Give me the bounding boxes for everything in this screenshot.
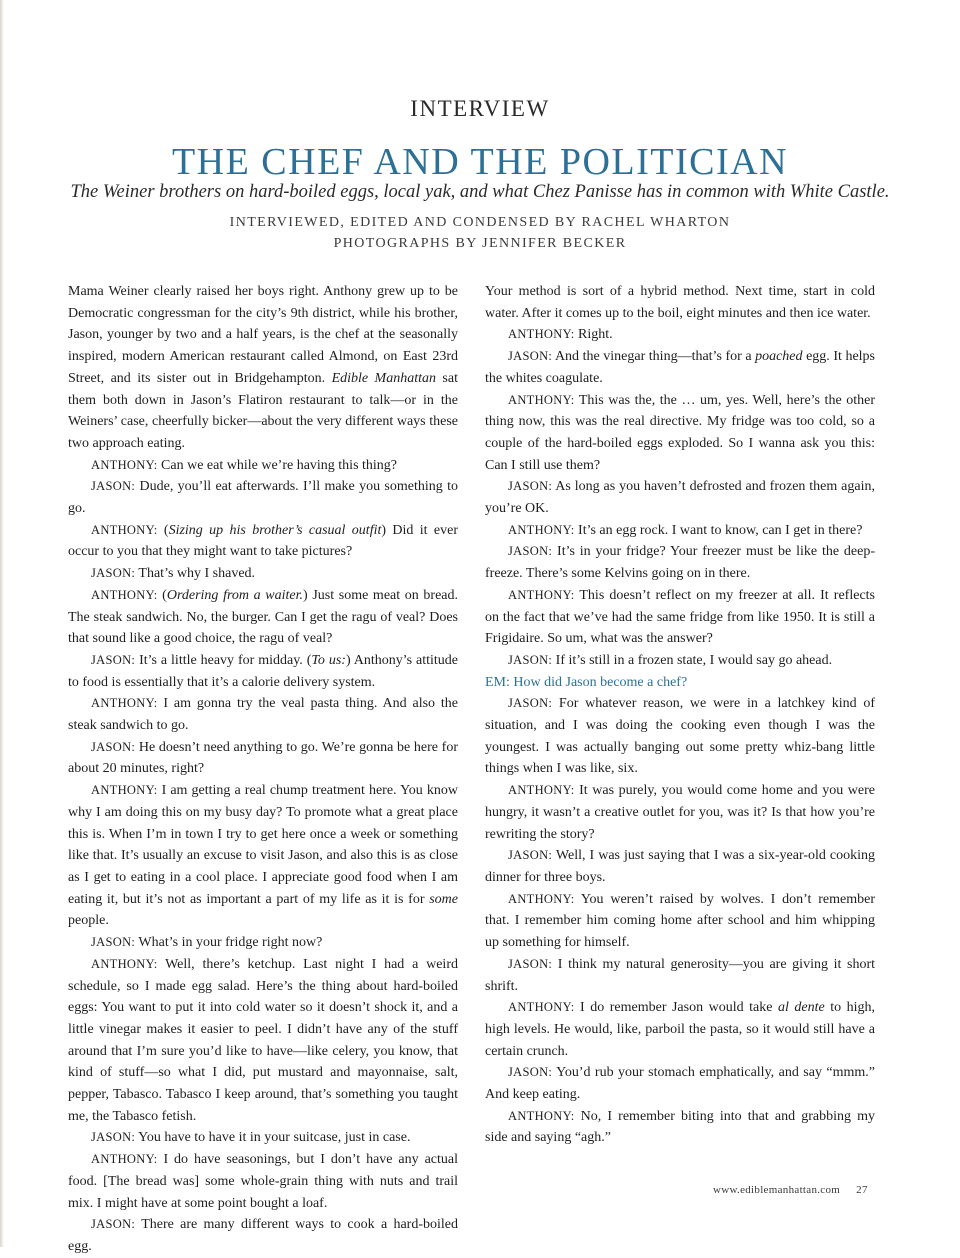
left-column: [68, 281, 458, 1258]
dialogue-paragraph: JASON: What’s in your fridge right now?: [91, 935, 323, 951]
article-deck: The Weiner brothers on hard-boiled eggs, local yak, and what Chez Panisse has in common with White Castle.: [70, 182, 890, 202]
speaker-label: JASON:: [91, 479, 136, 494]
dialogue-paragraph: JASON: That’s why I shaved.: [91, 566, 256, 582]
speaker-label: ANTHONY:: [508, 392, 575, 407]
dialogue-paragraph: ANTHONY: I do remember Jason would take al dente to high, high levels. He would, like, parboil the pasta, so it would still have a certain crunch.: [485, 1000, 876, 1059]
dialogue-paragraph: JASON: Dude, you’ll eat afterwards. I’ll make you something to go.: [68, 479, 458, 517]
dialogue-paragraph: JASON: It’s a little heavy for midday. (To us:) Anthony’s attitude to food is essentially that it’s a calorie delivery system.: [68, 652, 458, 690]
dialogue-paragraph: ANTHONY: I am gonna try the veal pasta thing. And also the steak sandwich to go.: [68, 696, 458, 734]
dialogue-paragraph: ANTHONY: No, I remember biting into that and grabbing my side and saying “agh.”: [485, 1108, 875, 1146]
speaker-label: JASON:: [91, 566, 136, 581]
speaker-label: ANTHONY:: [508, 587, 575, 602]
speaker-label: JASON:: [91, 739, 136, 754]
speaker-label: ANTHONY:: [508, 1108, 575, 1123]
dialogue-paragraph: ANTHONY: Can we eat while we’re having this thing?: [91, 457, 398, 473]
dialogue-paragraph: JASON: And the vinegar thing—that’s for a poached egg. It helps the whites coagulate.: [485, 349, 875, 386]
article-title: THE CHEF AND THE POLITICIAN: [171, 141, 789, 183]
speaker-label: ANTHONY:: [91, 783, 158, 798]
page-footer: [713, 1184, 868, 1196]
dialogue-paragraph: ANTHONY: (Ordering from a waiter.) Just some meat on bread. The steak sandwich. No, the burger. Can I get the ragu of veal? Does that sound like a good choice, the ragu of veal?: [68, 587, 459, 647]
dialogue-paragraph: JASON: As long as you haven’t defrosted and frozen them again, you’re OK.: [485, 479, 875, 517]
dialogue-paragraph: ANTHONY: (Sizing up his brother’s casual outfit) Did it ever occur to you that they might want to take pictures?: [68, 522, 459, 560]
page-edge-shadow: [0, 0, 4, 1247]
byline-interviewer: INTERVIEWED, EDITED AND CONDENSED BY RACHEL WHARTON: [229, 215, 731, 230]
footer-url: www.ediblemanhattan.com: [713, 1184, 841, 1196]
speaker-label: JASON:: [508, 652, 553, 667]
speaker-label: JASON:: [91, 652, 136, 667]
speaker-label: ANTHONY:: [508, 891, 575, 906]
dialogue-paragraph: ANTHONY: This doesn’t reflect on my freezer at all. It reflects on the fact that we’ve had the same fridge from like 1950. It is still a Frigidaire. So um, what was the answer?: [485, 587, 875, 647]
dialogue-paragraph: ANTHONY: You weren’t raised by wolves. I don’t remember that. I remember him coming home after school and him whipping up something for himself.: [485, 891, 875, 951]
dialogue-paragraph: JASON: He doesn’t need anything to go. We’re gonna be here for about 20 minutes, right?: [68, 739, 458, 777]
dialogue-paragraph: ANTHONY: This was the, the … um, yes. Well, here’s the other thing now, this was the real directive. My fridge was too cold, so a couple of the hard-boiled eggs exploded. So I wanna ask you this: Can I still use them?: [485, 392, 875, 473]
dialogue-paragraph: JASON: It’s in your fridge? Your freezer must be like the deep-freeze. There’s some Kelvins going on in there.: [485, 544, 875, 582]
speaker-label: ANTHONY:: [91, 1152, 158, 1167]
dialogue-paragraph: JASON: You’d rub your stomach emphatically, and say “mmm.” And keep eating.: [485, 1065, 875, 1103]
speaker-label: JASON:: [508, 544, 553, 559]
dialogue-paragraph: ANTHONY: Well, there’s ketchup. Last night I had a weird schedule, so I made egg salad. Here’s the thing about hard-boiled eggs: You want to put it into cold water so it doesn’t shock it, and a little vinegar makes it easier to peel. I didn’t have any of the stuff around that I’m sure you’d like to have—like celery, you know, that kind of stuff—so what I did, put mustard and mayonnaise, salt, pepper, Tabasco. Tabasco I keep around, that’s something you taught me, the Tabasco fetish.: [68, 956, 458, 1124]
stage-direction: To us:: [311, 652, 346, 668]
page-number: 27: [856, 1184, 868, 1196]
dialogue-paragraph: ANTHONY: It was purely, you would come home and you were hungry, it wasn’t a creative outlet for you, was it? Is that how you’re rewriting the story?: [485, 783, 875, 842]
speaker-label: ANTHONY:: [91, 522, 158, 537]
publication-name: Edible Manhattan: [331, 370, 436, 386]
speaker-label: ANTHONY:: [91, 457, 158, 472]
dialogue-paragraph: ANTHONY: It’s an egg rock. I want to know, can I get in there?: [508, 522, 863, 538]
speaker-label: JASON:: [91, 1130, 136, 1145]
intro-paragraph: Mama Weiner clearly raised her boys right. Anthony grew up to be Democratic congressman for the city’s 9th district, while his brother, Jason, younger by two and a half years, is the chef at the seasonally inspired, modern American restaurant called Almond, on East 23rd Street, and its sister out in Bridgehampton. Edible Manhattan sat them both down in Jason’s Flatiron restaurant to talk—or in the Weiners’ case, cheerfully bicker—about the very different ways these two approach eating.: [68, 284, 458, 451]
speaker-label: JASON:: [508, 349, 553, 364]
dialogue-paragraph: JASON: Well, I was just saying that I was a six-year-old cooking dinner for three boys.: [485, 848, 875, 885]
dialogue-paragraph: JASON: I think my natural generosity—you are giving it short shrift.: [485, 956, 875, 994]
speaker-label: JASON:: [508, 956, 553, 971]
emphasis: poached: [755, 349, 803, 365]
dialogue-paragraph: JASON: If it’s still in a frozen state, I would say go ahead.: [508, 652, 833, 668]
dialogue-paragraph: JASON: You have to have it in your suitcase, just in case.: [91, 1130, 411, 1146]
dialogue-paragraph: JASON: There are many different ways to cook a hard-boiled egg.: [68, 1217, 458, 1254]
speaker-label: ANTHONY:: [508, 522, 575, 537]
interview-question: EM: How did Jason become a chef?: [485, 674, 688, 690]
speaker-label: JASON:: [508, 479, 553, 494]
stage-direction: Ordering from a waiter.: [166, 587, 304, 603]
byline-photographer: PHOTOGRAPHS BY JENNIFER BECKER: [333, 236, 627, 251]
stage-direction: Sizing up his brother’s casual outfit: [168, 522, 382, 538]
speaker-label: JASON:: [91, 935, 136, 950]
section-kicker: INTERVIEW: [410, 96, 550, 121]
emphasis: some: [429, 891, 458, 907]
dialogue-paragraph: ANTHONY: Right.: [508, 327, 613, 343]
speaker-label: JASON:: [508, 848, 553, 863]
right-column: [485, 281, 875, 1149]
dialogue-paragraph: ANTHONY: I do have seasonings, but I don’t have any actual food. [The bread was] some whole-grain thing with nuts and trail mix. I might have at some point bought a loaf.: [68, 1152, 458, 1211]
speaker-label: JASON:: [508, 696, 553, 711]
emphasis: al dente: [777, 1000, 825, 1016]
dialogue-paragraph: ANTHONY: I am getting a real chump treatment here. You know why I am doing this on my busy day? To promote what a great place this is. When I’m in town I try to get here once a week or something like that. It’s usually an excuse to visit Jason, and also this is as close as I get to eating in a cool place. I appreciate good food when I am eating it, but it’s not as important a part of my life as it is for some people.: [68, 783, 458, 929]
continued-paragraph: Your method is sort of a hybrid method. Next time, start in cold water. After it comes up to the boil, eight minutes and then ice water.: [485, 284, 875, 321]
speaker-label: ANTHONY:: [91, 956, 158, 971]
speaker-label: JASON:: [508, 1065, 553, 1080]
speaker-label: ANTHONY:: [91, 587, 158, 602]
speaker-label: ANTHONY:: [508, 783, 575, 798]
speaker-label: ANTHONY:: [508, 1000, 575, 1015]
dialogue-paragraph: JASON: For whatever reason, we were in a latchkey kind of situation, and I was doing the cooking even though I was the youngest. I was actually banging out some pretty whiz-bang little things when I was like, six.: [485, 696, 875, 777]
speaker-label: ANTHONY:: [91, 696, 158, 711]
speaker-label: JASON:: [91, 1217, 136, 1232]
speaker-label: ANTHONY:: [508, 327, 575, 342]
